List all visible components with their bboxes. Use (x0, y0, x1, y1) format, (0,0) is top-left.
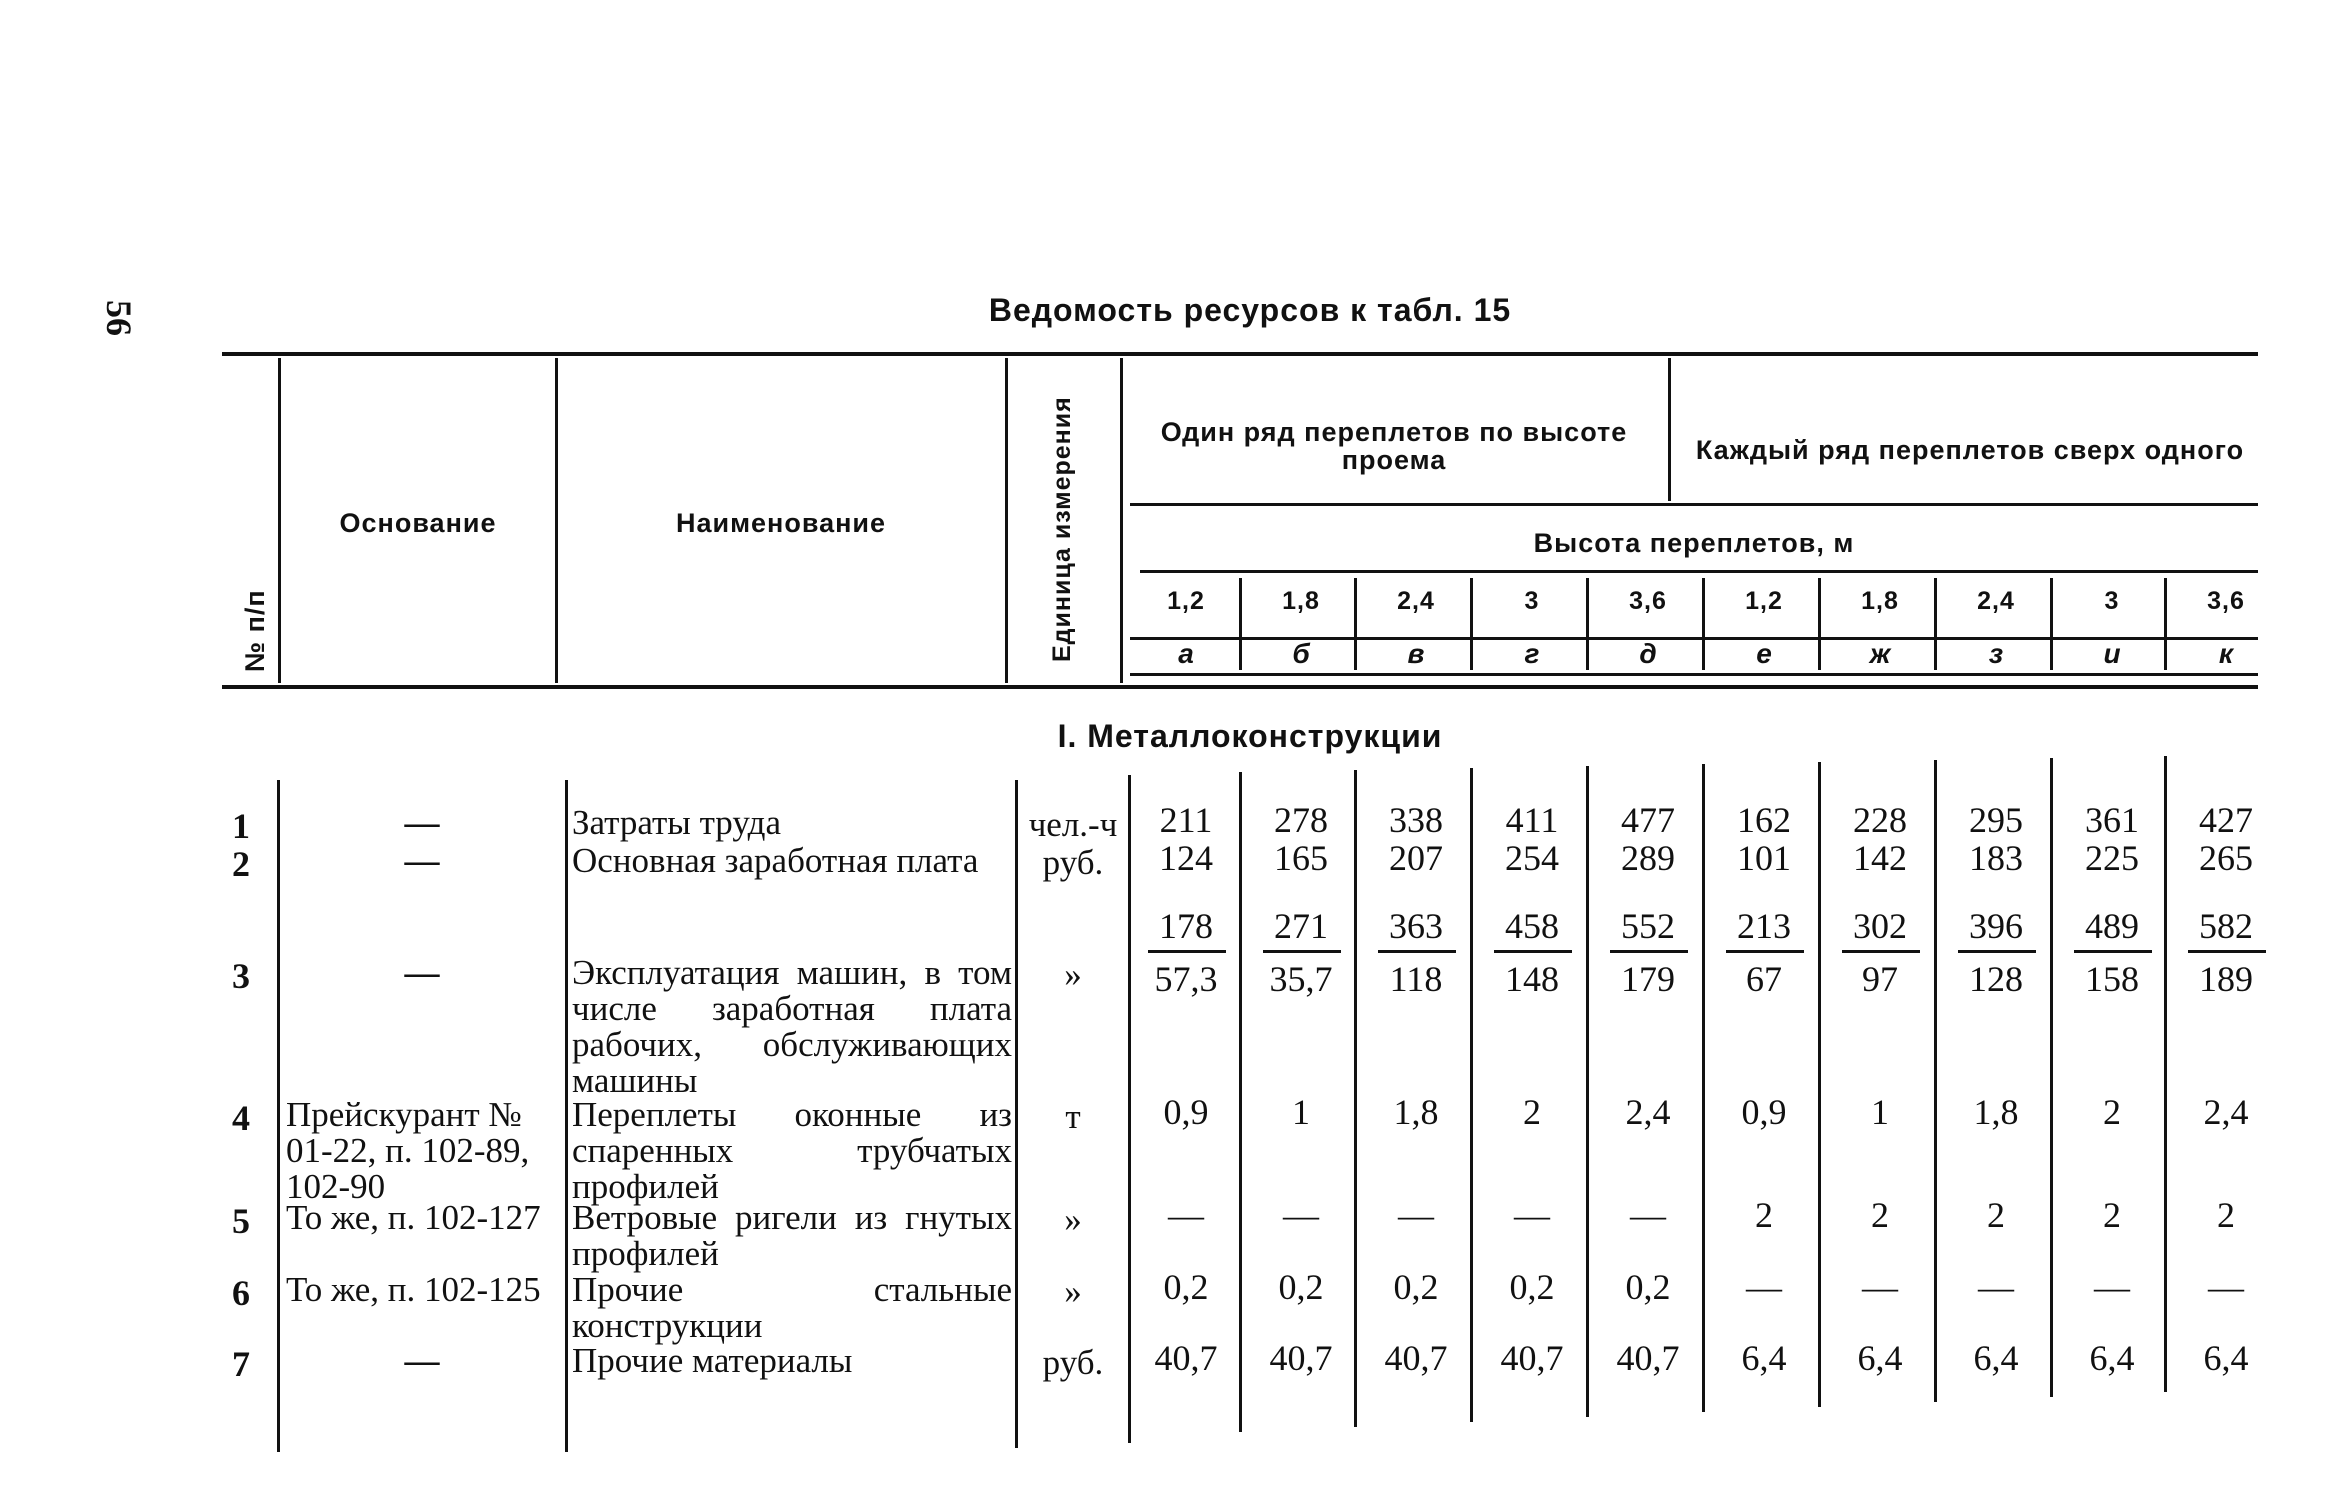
row-basis: — (404, 841, 440, 880)
row-value: 6,4 (1857, 1338, 1903, 1378)
row-value-denominator: 179 (1621, 959, 1675, 999)
row-value-denominator: 148 (1505, 959, 1559, 999)
row-value: — (1168, 1195, 1204, 1235)
header-group-each-row: Каждый ряд переплетов сверх одного (1695, 435, 2245, 465)
row-value: 0,2 (1509, 1267, 1555, 1307)
row-value: 289 (1621, 838, 1675, 878)
row-value: — (1283, 1195, 1319, 1235)
row-value-numerator: 363 (1389, 906, 1443, 946)
header-group-rule (1130, 503, 2258, 506)
header-letter-4: г (1524, 638, 1540, 669)
row-value: 40,7 (1384, 1338, 1448, 1378)
page-title: Ведомость ресурсов к табл. 15 (988, 292, 1512, 328)
row-value: 0,2 (1163, 1267, 1209, 1307)
row-value-denominator: 35,7 (1269, 959, 1333, 999)
header-height-4: 3 (1524, 587, 1540, 615)
row-value: 40,7 (1269, 1338, 1333, 1378)
section-title: I. Металлоконструкции (1057, 718, 1443, 754)
row-number: 1 (232, 806, 250, 846)
row-value: 0,2 (1393, 1267, 1439, 1307)
row-value: — (1746, 1267, 1782, 1307)
row-value: — (1978, 1267, 2014, 1307)
row-value: 2 (2103, 1092, 2121, 1132)
row-value: 2 (1987, 1195, 2005, 1235)
row-value: 6,4 (2089, 1338, 2135, 1378)
fraction-bar (1494, 950, 1572, 953)
row-value-denominator: 128 (1969, 959, 2023, 999)
header-basis: Основание (339, 508, 497, 538)
row-value: 411 (1505, 800, 1559, 840)
row-value: — (1862, 1267, 1898, 1307)
row-name: Ветровые ригели из гнутых профилей (572, 1198, 1012, 1273)
row-value: 142 (1853, 838, 1907, 878)
row-value: 2,4 (2203, 1092, 2249, 1132)
row-value-denominator: 67 (1746, 959, 1782, 999)
row-value: 295 (1969, 800, 2023, 840)
header-letter-9: и (2103, 638, 2121, 669)
fraction-bar (2074, 950, 2152, 953)
header-height-10: 3,6 (2207, 587, 2245, 615)
fraction-bar (1726, 950, 1804, 953)
row-value: 225 (2085, 838, 2139, 878)
row-basis: То же, п. 102-125 (286, 1270, 541, 1309)
row-value-numerator: 582 (2199, 906, 2253, 946)
row-number: 5 (232, 1201, 250, 1241)
header-heights-top-rule (1140, 570, 2258, 573)
body-col-divider (565, 780, 568, 1452)
row-value: 1,8 (1393, 1092, 1439, 1132)
row-value: 6,4 (2203, 1338, 2249, 1378)
row-value: — (1630, 1195, 1666, 1235)
row-unit: » (1064, 1200, 1082, 1239)
row-value-denominator: 118 (1389, 959, 1443, 999)
header-height-label: Высота переплетов, м (1533, 528, 1855, 558)
header-height-3: 2,4 (1397, 587, 1435, 615)
header-height-7: 1,8 (1861, 587, 1899, 615)
row-basis: То же, п. 102-127 (286, 1198, 541, 1237)
row-value-denominator: 158 (2085, 959, 2139, 999)
row-value: — (2208, 1267, 2244, 1307)
row-name: Переплеты оконные из спаренных трубчатых профилей (572, 1095, 1012, 1206)
row-value-denominator: 189 (2199, 959, 2253, 999)
header-height-1: 1,2 (1167, 587, 1205, 615)
row-value-denominator: 57,3 (1154, 959, 1218, 999)
row-value-numerator: 271 (1274, 906, 1328, 946)
row-value: 211 (1159, 800, 1213, 840)
row-value: 0,2 (1278, 1267, 1324, 1307)
row-value-numerator: 396 (1969, 906, 2023, 946)
row-value: 2,4 (1625, 1092, 1671, 1132)
header-letter-1: а (1178, 638, 1194, 669)
row-unit: руб. (1042, 1343, 1104, 1382)
row-value: 1,8 (1973, 1092, 2019, 1132)
row-value: 2 (1871, 1195, 1889, 1235)
header-height-2: 1,8 (1282, 587, 1320, 615)
row-number: 3 (232, 956, 250, 996)
row-value: 162 (1737, 800, 1791, 840)
header-unit: Единица измерения (1048, 396, 1076, 662)
row-value: 0,9 (1741, 1092, 1787, 1132)
row-number: 4 (232, 1098, 250, 1138)
fraction-bar (1148, 950, 1226, 953)
row-value: 207 (1389, 838, 1443, 878)
header-bottom-rule (222, 685, 2258, 689)
header-height-6: 1,2 (1745, 587, 1783, 615)
row-value: — (2094, 1267, 2130, 1307)
fraction-bar (1378, 950, 1456, 953)
row-value: 477 (1621, 800, 1675, 840)
header-height-8: 2,4 (1977, 587, 2015, 615)
row-value: 6,4 (1741, 1338, 1787, 1378)
row-value: 2 (2103, 1195, 2121, 1235)
header-col-divider (1005, 358, 1008, 683)
header-letter-6: е (1756, 638, 1772, 669)
row-value: 278 (1274, 800, 1328, 840)
row-value: 165 (1274, 838, 1328, 878)
row-value-numerator: 213 (1737, 906, 1791, 946)
row-basis: — (404, 803, 440, 842)
header-col-divider (1120, 358, 1123, 683)
row-value: 361 (2085, 800, 2139, 840)
row-value: 40,7 (1154, 1338, 1218, 1378)
header-letter-2: б (1292, 638, 1310, 669)
row-value: 265 (2199, 838, 2253, 878)
row-value: 427 (2199, 800, 2253, 840)
row-value: 0,2 (1625, 1267, 1671, 1307)
row-value: 2 (1755, 1195, 1773, 1235)
row-basis: — (404, 1341, 440, 1380)
row-unit: руб. (1042, 843, 1104, 882)
header-letters-bottom-rule (1130, 673, 2258, 676)
row-value: 2 (2217, 1195, 2235, 1235)
row-value-numerator: 552 (1621, 906, 1675, 946)
row-name: Прочие стальные конструкции (572, 1270, 1012, 1345)
row-value-numerator: 458 (1505, 906, 1559, 946)
row-name: Затраты труда (572, 803, 781, 842)
row-value: 1 (1871, 1092, 1889, 1132)
row-value: 101 (1737, 838, 1791, 878)
row-value: — (1514, 1195, 1550, 1235)
row-unit: » (1064, 955, 1082, 994)
row-value-numerator: 302 (1853, 906, 1907, 946)
header-group-divider (1668, 358, 1671, 501)
header-col-divider (278, 358, 281, 683)
header-name: Наименование (675, 508, 887, 538)
row-value: 2 (1523, 1092, 1541, 1132)
row-unit: т (1065, 1097, 1081, 1136)
header-group-one-row: Один ряд переплетов по высоте проема (1160, 417, 1628, 475)
fraction-bar (2188, 950, 2266, 953)
fraction-bar (1610, 950, 1688, 953)
header-height-5: 3,6 (1629, 587, 1667, 615)
header-top-rule (222, 352, 2258, 356)
row-value: 124 (1159, 838, 1213, 878)
row-value-numerator: 178 (1159, 906, 1213, 946)
row-value: 338 (1389, 800, 1443, 840)
header-letter-5: д (1639, 638, 1657, 669)
row-value: 228 (1853, 800, 1907, 840)
row-name: Прочие материалы (572, 1341, 853, 1380)
header-row-no: № п/п (240, 589, 270, 672)
fraction-bar (1842, 950, 1920, 953)
row-value: 254 (1505, 838, 1559, 878)
header-height-9: 3 (2104, 587, 2120, 615)
row-basis: Прейскурант № 01-22, п. 102-89, 102-90 (286, 1095, 530, 1206)
body-col-divider (277, 780, 280, 1452)
row-value: 40,7 (1616, 1338, 1680, 1378)
row-value: 40,7 (1500, 1338, 1564, 1378)
fraction-bar (1958, 950, 2036, 953)
header-letter-7: ж (1869, 638, 1891, 669)
header-letter-3: в (1407, 638, 1425, 669)
row-name: Основная заработная плата (572, 841, 979, 880)
row-number: 7 (232, 1344, 250, 1384)
row-value-denominator: 97 (1862, 959, 1898, 999)
header-letter-10: к (2218, 638, 2234, 669)
row-basis: — (404, 953, 440, 992)
row-unit: » (1064, 1272, 1082, 1311)
page-number: 56 (99, 300, 139, 336)
row-name: Эксплуатация машин, в том числе заработная плата рабочих, обслуживающих машины (572, 953, 1012, 1100)
row-value: — (1398, 1195, 1434, 1235)
row-value: 0,9 (1163, 1092, 1209, 1132)
row-number: 2 (232, 844, 250, 884)
fraction-bar (1263, 950, 1341, 953)
row-value: 1 (1292, 1092, 1310, 1132)
row-value-numerator: 489 (2085, 906, 2139, 946)
row-value: 6,4 (1973, 1338, 2019, 1378)
row-value: 183 (1969, 838, 2023, 878)
row-unit: чел.-ч (1028, 805, 1118, 844)
header-letter-8: з (1988, 638, 2004, 669)
row-number: 6 (232, 1273, 250, 1313)
